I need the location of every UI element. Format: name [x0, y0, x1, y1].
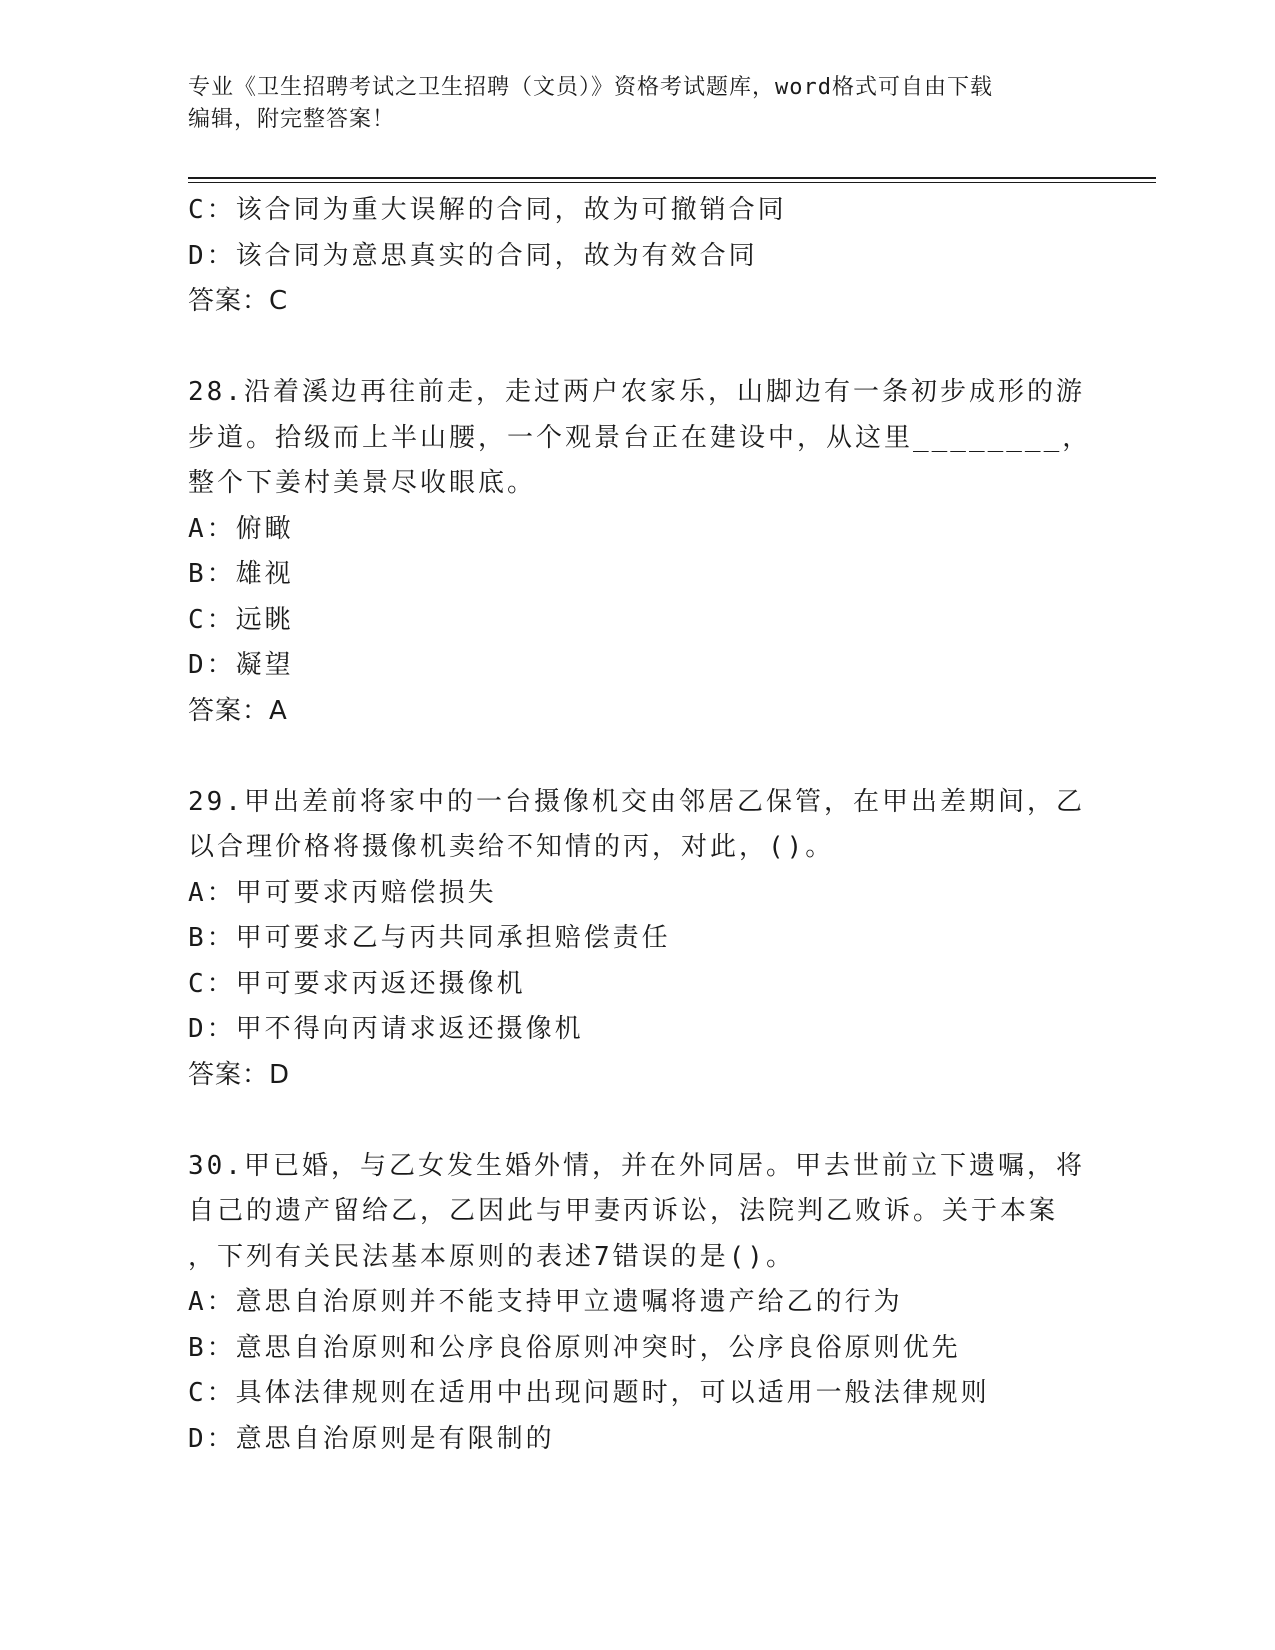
question-list — [188, 188, 1092, 1462]
header-divider-thin — [188, 182, 1156, 183]
option-d: D：该合同为意思真实的合同，故为有效合同 — [188, 240, 758, 271]
question-stem: 以合理价格将摄像机卖给不知情的丙，对此，()。 — [188, 832, 835, 862]
question-stem: 30.甲已婚，与乙女发生婚外情，并在外同居。甲去世前立下遗嘱，将 — [188, 1150, 1085, 1181]
question-stem: ，下列有关民法基本原则的表述7错误的是()。 — [188, 1241, 795, 1272]
question-stem: 28.沿着溪边再往前走，走过两户农家乐，山脚边有一条初步成形的游 — [188, 377, 1085, 407]
option-a: A：意思自治原则并不能支持甲立遗嘱将遗产给乙的行为 — [188, 1287, 903, 1317]
question-stem: 自己的遗产留给乙，乙因此与甲妻丙诉讼，法院判乙败诉。关于本案 — [188, 1196, 1059, 1226]
option-c: C：该合同为重大误解的合同，故为可撤销合同 — [188, 195, 787, 225]
option-a: A：俯瞰 — [188, 513, 294, 544]
header-line-2: 编辑，附完整答案！ — [188, 107, 396, 132]
option-d: D：甲不得向丙请求返还摄像机 — [188, 1014, 584, 1044]
question-30 — [188, 1144, 1088, 1463]
header-divider-thick — [188, 177, 1156, 179]
option-c: C：远眺 — [188, 604, 294, 635]
spacer — [188, 325, 1088, 371]
question-28 — [188, 370, 1092, 734]
option-a: A：甲可要求丙赔偿损失 — [188, 877, 497, 908]
page-header — [188, 72, 1068, 136]
question-29 — [188, 780, 1088, 1099]
option-b: B：意思自治原则和公序良俗原则冲突时，公序良俗原则优先 — [188, 1332, 961, 1363]
answer: 答案：D — [188, 1059, 291, 1090]
spacer — [188, 1098, 1088, 1144]
answer: 答案：A — [188, 695, 288, 726]
option-c: C：具体法律规则在适用中出现问题时，可以适用一般法律规则 — [188, 1378, 990, 1408]
option-b: B：甲可要求乙与丙共同承担赔偿责任 — [188, 923, 671, 953]
question-stem: 步道。拾级而上半山腰，一个观景台正在建设中，从这里________， — [188, 422, 1092, 453]
option-d: D：意思自治原则是有限制的 — [188, 1423, 555, 1454]
question-stem: 整个下姜村美景尽收眼底。 — [188, 468, 537, 498]
option-c: C：甲可要求丙返还摄像机 — [188, 968, 526, 999]
question-stem: 29.甲出差前将家中的一台摄像机交由邻居乙保管，在甲出差期间，乙 — [188, 786, 1085, 817]
question-27 — [188, 188, 1088, 325]
option-b: B：雄视 — [188, 559, 294, 589]
spacer — [188, 734, 1088, 780]
header-line-1: 专业《卫生招聘考试之卫生招聘（文员）》资格考试题库，word格式可自由下载 — [188, 75, 993, 100]
option-d: D：凝望 — [188, 650, 294, 680]
answer: 答案：C — [188, 286, 289, 316]
